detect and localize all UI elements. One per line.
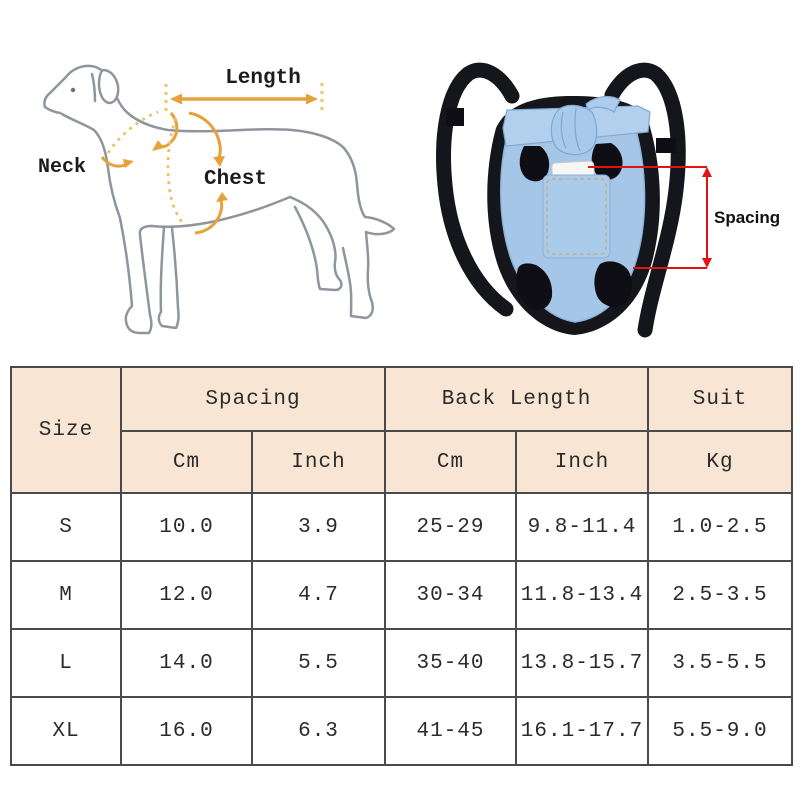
cell-spacing-inch: 6.3	[252, 697, 385, 765]
cell-spacing-inch: 3.9	[252, 493, 385, 561]
dog-carrier-backpack-photo	[400, 0, 800, 360]
strap-buckle	[446, 108, 464, 126]
arrow-down-icon	[702, 258, 712, 268]
cell-backlength-cm: 35-40	[385, 629, 516, 697]
cell-backlength-inch: 11.8-13.4	[516, 561, 648, 629]
cell-spacing-cm: 14.0	[121, 629, 252, 697]
cell-spacing-cm: 16.0	[121, 697, 252, 765]
cell-backlength-inch: 9.8-11.4	[516, 493, 648, 561]
neck-label: Neck	[38, 156, 87, 179]
col-header-backlength-cm: Cm	[385, 431, 516, 493]
arrow-left-icon	[170, 94, 182, 105]
cell-spacing-inch: 5.5	[252, 629, 385, 697]
cell-backlength-inch: 13.8-15.7	[516, 629, 648, 697]
cell-backlength-cm: 25-29	[385, 493, 516, 561]
col-header-size: Size	[11, 367, 121, 493]
table-row	[11, 697, 792, 765]
col-header-backlength-inch: Inch	[516, 431, 648, 493]
chest-label: Chest	[204, 168, 268, 191]
col-header-spacing-cm: Cm	[121, 431, 252, 493]
cell-size: XL	[11, 697, 121, 765]
cell-size: L	[11, 629, 121, 697]
cell-suit-kg: 1.0-2.5	[648, 493, 792, 561]
cell-backlength-cm: 30-34	[385, 561, 516, 629]
dog-eye	[71, 88, 75, 92]
col-group-spacing: Spacing	[121, 367, 385, 431]
cell-size: M	[11, 561, 121, 629]
spacing-label: Spacing	[714, 208, 781, 227]
cell-size: S	[11, 493, 121, 561]
cell-spacing-cm: 10.0	[121, 493, 252, 561]
arrow-right-icon	[306, 94, 318, 105]
arrowhead-icon	[216, 192, 228, 202]
strap-buckle	[656, 138, 676, 153]
cell-suit-kg: 2.5-3.5	[648, 561, 792, 629]
table-row	[11, 493, 792, 561]
col-header-spacing-inch: Inch	[252, 431, 385, 493]
table-row	[11, 629, 792, 697]
cell-spacing-cm: 12.0	[121, 561, 252, 629]
length-label: Length	[225, 67, 301, 90]
cell-backlength-cm: 41-45	[385, 697, 516, 765]
leg-opening	[594, 261, 632, 307]
size-table	[10, 366, 793, 766]
cell-backlength-inch: 16.1-17.7	[516, 697, 648, 765]
dog-measurement-diagram	[0, 0, 400, 360]
arrowhead-icon	[213, 156, 225, 167]
front-pocket	[543, 175, 610, 258]
cell-spacing-inch: 4.7	[252, 561, 385, 629]
arrow-up-icon	[702, 167, 712, 177]
cell-suit-kg: 5.5-9.0	[648, 697, 792, 765]
col-group-suit: Suit	[648, 367, 792, 431]
col-header-suit-kg: Kg	[648, 431, 792, 493]
cell-suit-kg: 3.5-5.5	[648, 629, 792, 697]
col-group-back-length: Back Length	[385, 367, 648, 431]
table-row	[11, 561, 792, 629]
